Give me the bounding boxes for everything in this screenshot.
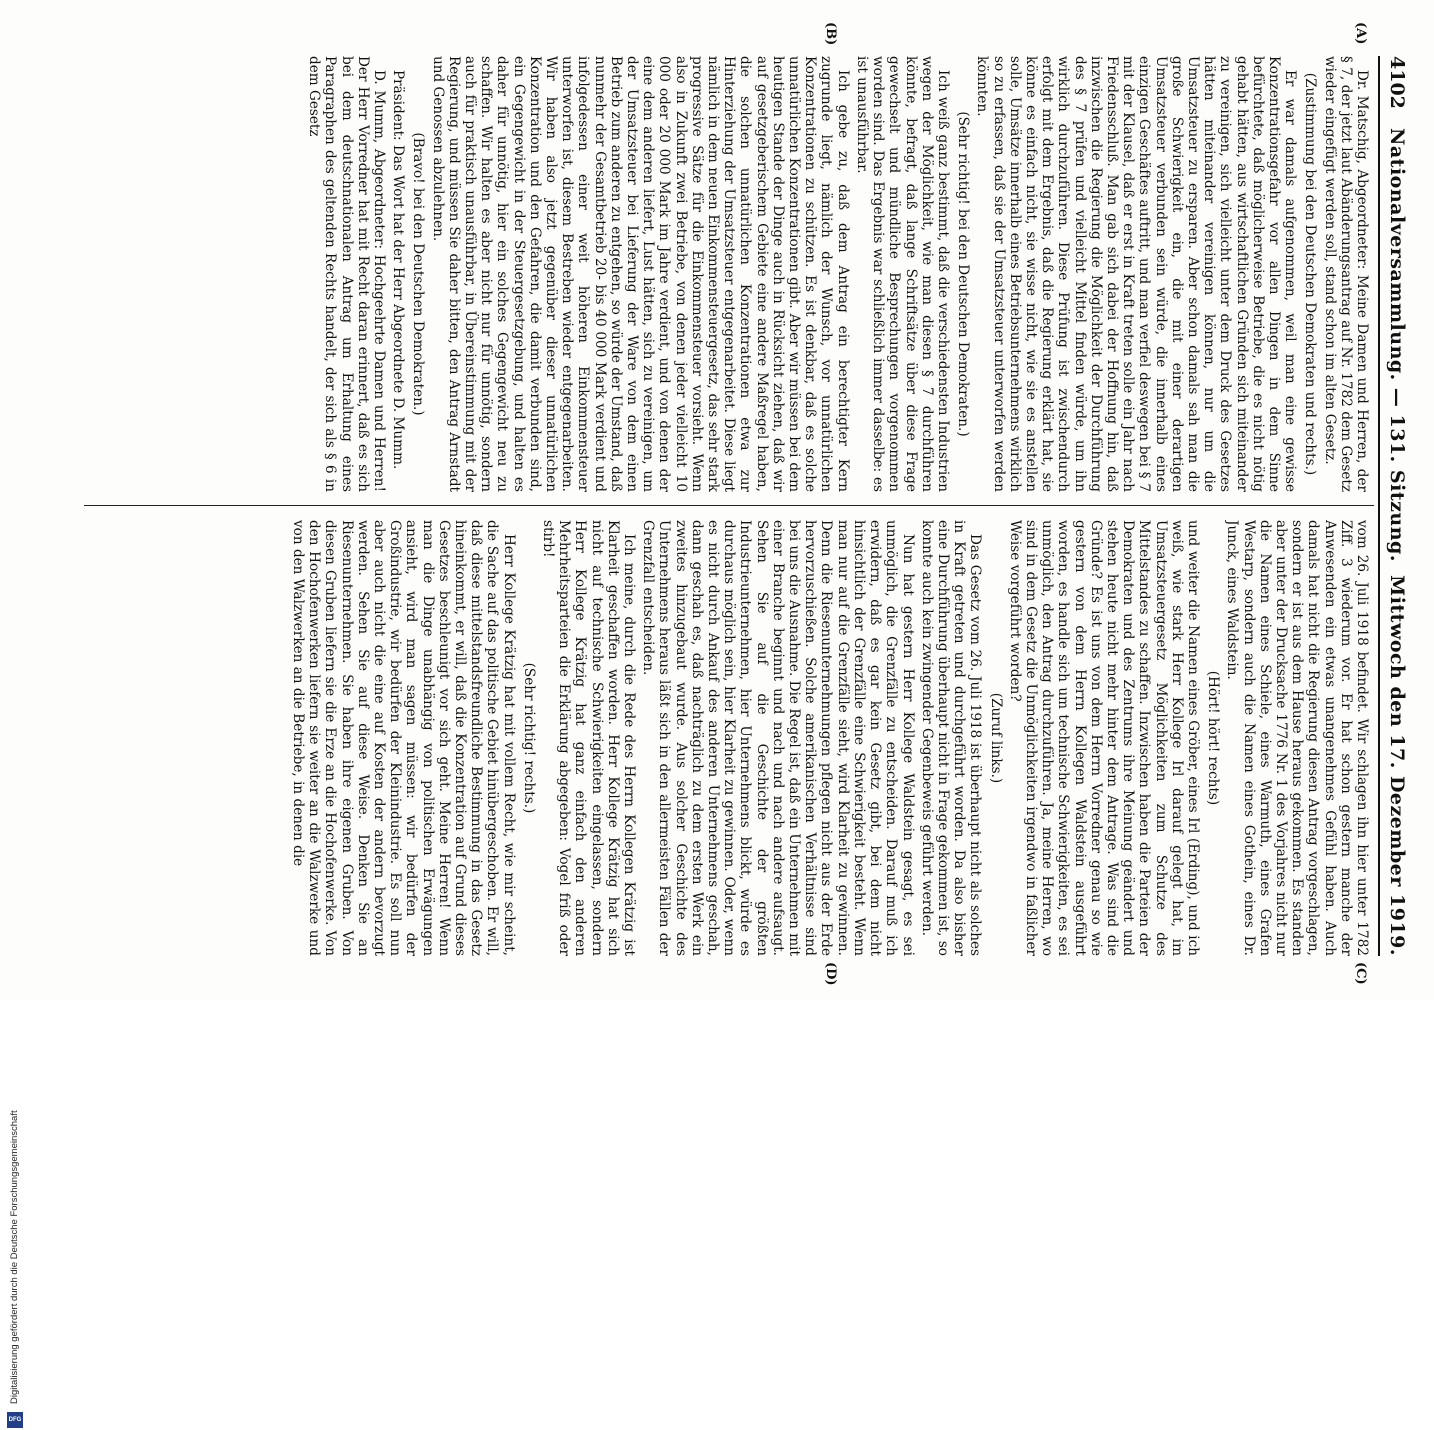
right-column	[90, 520, 1370, 956]
interjection: (Sehr richtig! bei den Deutschen Demokraten.)	[955, 111, 972, 437]
paragraph: Ich meine, durch die Rede des Herrn Kollegen Krätzig ist Klarheit geschaffen worden. Herr Kollege Krätzig hat sich nicht auf technische Schwierigkeiten eingelassen, sondern Herr Kollege Krätzig hat ganz einfach den anderen Mehrheitsparteien die Erklärung abgegeben: Vogel friß oder stirb!	[540, 520, 638, 956]
page-number: 4102	[1386, 56, 1408, 109]
interjection: (Zustimmung bei den Deutschen Demokraten und rechts.)	[1302, 72, 1319, 476]
paragraph: Dr. Matschig, Abgeordneter: Meine Damen und Herren, der § 7, der jetzt laut Abänderungsantrag auf Nr. 1782 dem Gesetz wieder eingefügt werden soll, stand schon im alten Gesetz.	[1321, 56, 1370, 492]
margin-marker-d: (D)	[823, 962, 838, 986]
left-column	[90, 56, 1370, 492]
digitization-credit: Digitalisierung gefördert durch die Deutsche Forschungsgemeinschaft	[9, 1110, 20, 1404]
paragraph: Herr Kollege Krätzig hat mit vollem Recht, wie mir scheint, die Sache auf das politische Gebiet hinübergeschoben. Er will, daß diese mittelstandsfreundliche Bestimmung in das Gesetz hineinkommt, er will, daß die Konzentration auf Grund dieses Gesetzes beschleunigt vor sich geht. Meine Herren! Wenn man die Dinge unabhängig von politischen Erwägungen ansieht, wird man sagen müssen: wir bedürfen der Großindustrie, wir bedürfen der Kleinindustrie. Es soll nun aber auch nicht die eine auf Kosten der andern bevorzugt werden. Sehen Sie auf diese Weise. Denken Sie an Riesenunternehmen. Sie haben ihre eigenen Gruben. Von diesen Gruben liefern sie die Erze an die Hochofenwerke. Von den Hochofenwerken liefern sie weiter an die Walzwerke und von den Walzwerken an die Betriebe, in denen die	[290, 520, 517, 956]
interjection: (Hört! hört! rechts)	[1205, 670, 1222, 806]
session-date: Mittwoch den 17. Dezember 1919.	[1386, 575, 1408, 956]
margin-marker-c: (C)	[1353, 962, 1368, 985]
session-title: Nationalversammlung. — 131. Sitzung.	[1386, 128, 1408, 562]
dfg-credit	[6, 1000, 24, 1430]
paragraph: Präsident: Das Wort hat der Herr Abgeordnete D. Mumm.	[390, 70, 407, 470]
paragraph: und weiter die Namen eines Gröber, eines Irl (Erding), und ich weiß, wie stark Herr Kollege Irl darauf gelegt hat, im Umsatzsteuergesetz Möglichkeiten zum Schutze des Mittelstandes zu schaffen. Inzwischen haben die Parteien der Demokraten und des Zentrums ihre Meinung geändert und stehen heute nicht mehr hinter dem Antrage. Was sind die Gründe? Es ist uns von dem Herrn Vorredner genau so wie gestern von dem Herrn Kollegen Waldstein ausgeführt worden, es handle sich um technische Schwierigkeiten, es sei unmöglich, den Antrag durchzuführen. Ja, meine Herren, wo sind in dem Gesetz die Unmöglichkeiten irgendwo in faßlicher Weise vorgeführt worden?	[1006, 520, 1201, 956]
interjection: (Zuruf links.)	[987, 692, 1004, 784]
interjection: (Bravo! bei den Deutschen Demokraten.)	[410, 132, 427, 416]
paragraph: Er war damals aufgenommen, weil man eine gewisse Konzentrationsgefahr vor allen Dingen in dem Sinne befürchtete, daß möglicherweise Betriebe, die es nicht nötig gehabt hätten, aus wirtschaftlichen Gründen sich miteinander zu vereinigen, sich vielleicht unter dem Druck des Gesetzes hätten miteinander vereinigen können, nur um die Umsatzsteuer zu ersparen. Aber schon damals sah man die große Schwierigkeit ein, die mit einer derartigen Umsatzsteuer verbunden sein würde, die innerhalb eines einzigen Geschäftes auftritt, und man verfiel deswegen bei § 7 mit der Klausel, daß er erst in Kraft treten solle ein Jahr nach Friedensschluß. Man gab sich dabei der Hoffnung hin, daß inzwischen die Regierung die Möglichkeit der Durchführung des § 7 prüfen und vielleicht Mittel finden würde, um ihn wirklich durchzuführen. Diese Prüfung ist zwischendurch erfolgt mit dem Ergebnis, daß die Regierung erklärt hat, sie könne es einfach nicht, sie wisse nicht, wie sie es anstellen solle, Umsätze innerhalb eines Betriebsunternehmens wirklich so zu erfassen, daß sie der Umsatzsteuer unterworfen werden könnten.	[974, 56, 1299, 492]
paragraph: Ich gebe zu, daß dem Antrag ein berechtigter Kern zugrunde liegt, nämlich der Wunsch, vor unnatürlichen Konzentrationen zu schützen. Es ist denkbar, daß es solche unnatürlichen Konzentrationen gibt. Aber wir müssen bei dem heutigen Stande der Dinge auch in Rücksicht ziehen, daß wir auf gesetzgeberischem Gebiete eine andere Maßregel haben, die solchen unnatürlichen Konzentrationen etwa zur Hinterziehung der Umsatzsteuer entgegenarbeitet. Diese liegt nämlich in dem neuen Einkommensteuergesetz, das sehr stark progressive Sätze für die Einkommensteuer vorsieht. Wenn also in Zukunft zwei Betriebe, von denen jeder vielleicht 10 000 oder 20 000 Mark im Jahre verdient, und von denen der eine dem anderen liefert, Lust hätten, sich zu vereinigen, um der Umsatzsteuer bei Lieferung der Ware von dem einen Betrieb zum anderen zu entgehen, so würde der Umstand, daß nunmehr der Gesamtbetrieb 20- bis 40 000 Mark verdient und infolgedessen einer weit höheren Einkommensteuer unterworfen ist, diesem Bestreben wieder entgegenarbeiten. Wir haben also jetzt gegenüber dieser unnatürlichen Konzentration und den Gefahren, die damit verbunden sind, ein Gegengewicht in der Steuergesetzgebung, und halten es daher für unnötig, hier ein solches Gegengewicht neu zu schaffen. Wir halten es aber nicht nur für unnötig, sondern auch für praktisch unausführbar, in Übereinstimmung mit der Regierung, und müssen Sie daher bitten, den Antrag Arnstadt und Genossen abzulehnen.	[429, 56, 851, 492]
paragraph: Das Gesetz vom 26. Juli 1918 ist überhaupt nicht als solches in Kraft getreten und durchgeführt worden. Da also bisher eine Durchführung überhaupt nicht in Frage gekommen ist, so konnte auch kein zwingender Gegenbeweis geführt werden.	[918, 520, 984, 956]
paragraph: vom 26. Juli 1918 befindet. Wir schlagen ihn hier unter 1782 Ziff. 3 wiederum vor. Er hat schon gestern manche der Anwesenden ein etwas unangenehmes Gefühl haben. Auch damals hat nicht die Regierung diesen Antrag vorgeschlagen, sondern er ist aus dem Hause heraus gekommen. Es standen aber unter der Drucksache 1776 Nr. 1 des Vorjahres nicht nur die Namen eines Schiele, eines Warmuth, eines Grafen Westarp, sondern auch die Namen eines Gothein, eines Dr. Junck, eines Waldstein.	[1224, 520, 1370, 956]
paragraph: Ich weiß ganz bestimmt, daß die verschiedensten Industrien wegen der Möglichkeit, wie man diesen § 7 durchführen könnte, befragt, daß lange Schriftsätze über diese Frage gewechselt und mündliche Besprechungen vorgenommen worden sind. Das Ergebnis war schließlich immer dasselbe: es ist unausführbar.	[853, 56, 951, 492]
paragraph: D. Mumm, Abgeordneter: Hochgeehrte Damen und Herren! Der Herr Vorredner hat mit Recht daran erinnert, daß es sich bei dem deutschnationalen Antrag um Erhaltung eines Paragraphen des geltenden Rechts handelt, der sich als § 6 in dem Gesetz	[306, 56, 388, 492]
paragraph: Nun hat gestern Herr Kollege Waldstein gesagt, es sei unmöglich, die Grenzfälle zu entscheiden. Darauf muß ich erwidern, daß es gar kein Gesetz gibt, bei dem nicht hinsichtlich der Grenzfälle eine Schwierigkeit besteht. Wenn man nur auf die Grenzfälle sieht, wird Klarheit zu gewinnen. Denn die Riesenunternehmungen pflegen nicht aus der Erde hervorzuschießen. Solche amerikanischen Verhältnisse sind bei uns die Ausnahme. Die Regel ist, daß ein Unternehmen mit einer Branche beginnt und nach und nach andere aufsaugt. Sehen Sie auf die Geschichte der größten Industrieunternehmen, hier Unternehmens blickt, würde es durchaus möglich sein, hier Klarheit zu gewinnen. Oder, wenn es nicht durch Ankauf des anderen Unternehmens geschah, dann geschah es, daß nachträglich zu dem ersten Werk ein zweites hinzugebaut wurde. Aus solcher Geschichte des Unternehmens heraus läßt sich in den allermeisten Fällen der Grenzfall entscheiden.	[640, 520, 916, 956]
margin-marker-a: (A)	[1353, 22, 1368, 45]
dfg-logo: DFG	[7, 1412, 23, 1428]
margin-marker-b: (B)	[823, 22, 838, 46]
column-divider	[84, 505, 1374, 506]
page-header	[1378, 56, 1412, 956]
interjection: (Sehr richtig! rechts.)	[520, 662, 537, 814]
